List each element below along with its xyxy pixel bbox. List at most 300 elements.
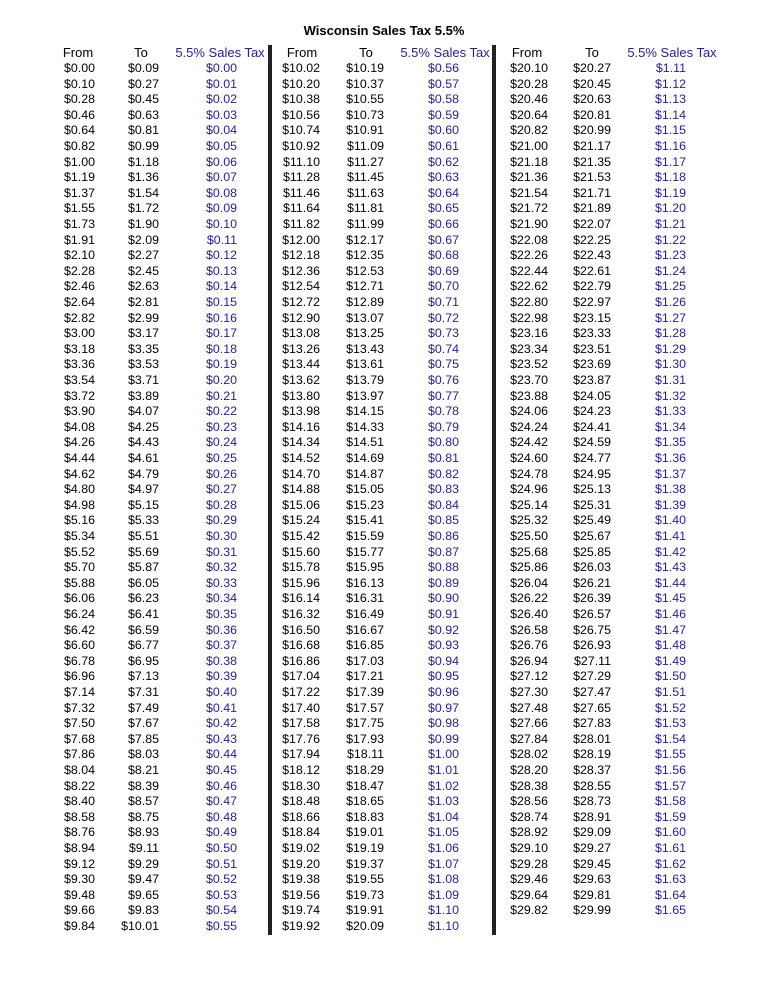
cell-from: $0.64 xyxy=(63,123,95,138)
cell-from: $17.04 xyxy=(282,669,320,684)
cell-to: $24.41 xyxy=(573,419,611,434)
cell-from: $19.38 xyxy=(282,872,320,887)
cell-from: $16.86 xyxy=(282,653,320,668)
cell-to: $12.17 xyxy=(346,232,384,247)
cell-tax: $0.47 xyxy=(205,794,237,809)
cell-to: $19.73 xyxy=(346,887,384,902)
cell-from: $16.32 xyxy=(282,607,320,621)
cell-tax: $0.67 xyxy=(427,232,459,247)
cell-from: $12.36 xyxy=(282,263,320,278)
cell-from: $13.98 xyxy=(282,404,320,419)
cell-from: $19.74 xyxy=(282,903,320,918)
cell-tax: $1.53 xyxy=(654,716,686,731)
cell-from: $14.34 xyxy=(282,435,320,450)
cell-from: $25.50 xyxy=(510,529,548,543)
cell-to: $20.99 xyxy=(573,123,611,138)
cell-from: $2.28 xyxy=(63,263,95,278)
cell-to: $11.99 xyxy=(347,217,384,231)
cell-from: $0.10 xyxy=(63,76,95,91)
cell-tax: $1.41 xyxy=(654,529,686,543)
cell-tax: $0.90 xyxy=(427,591,459,606)
cell-to: $24.95 xyxy=(573,466,611,481)
cell-to: $28.73 xyxy=(573,794,611,809)
cell-from: $20.64 xyxy=(510,107,548,122)
cell-tax: $1.40 xyxy=(654,513,686,528)
cell-from: $17.94 xyxy=(282,747,320,762)
cell-from: $7.50 xyxy=(63,716,95,731)
cell-to: $14.87 xyxy=(346,466,384,481)
cell-tax: $0.20 xyxy=(205,373,237,387)
cell-tax: $0.73 xyxy=(427,326,459,341)
cell-from: $2.10 xyxy=(63,248,95,263)
cell-tax: $1.63 xyxy=(654,872,686,887)
cell-to: $26.21 xyxy=(573,575,611,590)
cell-tax: $0.12 xyxy=(205,248,237,263)
cell-to: $5.15 xyxy=(127,497,159,512)
cell-to: $15.23 xyxy=(346,497,384,512)
cell-from: $22.08 xyxy=(510,232,548,247)
cell-tax: $1.32 xyxy=(654,388,686,403)
cell-from: $4.26 xyxy=(63,435,95,450)
cell-to: $20.63 xyxy=(573,92,611,107)
cell-tax: $1.49 xyxy=(654,653,686,668)
cell-to: $28.91 xyxy=(573,809,611,824)
cell-tax: $0.66 xyxy=(427,217,459,231)
cell-to: $6.95 xyxy=(127,653,159,668)
cell-from: $21.54 xyxy=(510,185,548,200)
cell-tax: $1.00 xyxy=(427,747,459,762)
cell-from: $19.02 xyxy=(282,841,320,855)
cell-tax: $0.40 xyxy=(205,685,237,699)
cell-from: $21.90 xyxy=(510,217,548,231)
cell-to: $17.75 xyxy=(346,716,384,731)
cell-tax: $0.46 xyxy=(205,778,237,793)
header-from: From xyxy=(286,45,318,60)
cell-to: $4.25 xyxy=(127,419,159,434)
cell-to: $25.13 xyxy=(573,482,611,497)
cell-to: $18.83 xyxy=(346,809,384,824)
cell-from: $6.96 xyxy=(63,669,95,684)
cell-from: $0.82 xyxy=(63,139,95,153)
cell-tax: $0.29 xyxy=(205,513,237,528)
cell-tax: $0.64 xyxy=(427,185,459,200)
cell-from: $0.00 xyxy=(63,61,95,75)
cell-tax: $1.62 xyxy=(654,856,686,871)
cell-to: $21.89 xyxy=(573,201,611,216)
cell-from: $7.86 xyxy=(63,747,95,762)
cell-to: $17.57 xyxy=(346,700,384,715)
cell-to: $29.09 xyxy=(573,825,611,840)
cell-to: $2.99 xyxy=(127,310,159,325)
cell-tax: $0.49 xyxy=(205,825,237,840)
cell-to: $12.89 xyxy=(346,295,384,309)
cell-to: $18.11 xyxy=(347,747,384,762)
cell-to: $5.51 xyxy=(127,529,159,543)
cell-to: $19.19 xyxy=(346,841,384,855)
cell-tax: $1.08 xyxy=(427,872,459,887)
cell-from: $8.94 xyxy=(63,841,95,855)
cell-to: $7.13 xyxy=(127,669,159,684)
cell-from: $5.88 xyxy=(63,575,95,590)
cell-tax: $1.26 xyxy=(654,295,686,309)
cell-from: $25.14 xyxy=(510,497,548,512)
cell-from: $8.04 xyxy=(63,763,95,777)
cell-tax: $0.70 xyxy=(427,279,459,294)
cell-to: $8.21 xyxy=(127,763,159,777)
cell-to: $17.21 xyxy=(346,669,384,684)
cell-from: $15.96 xyxy=(282,575,320,590)
cell-to: $5.33 xyxy=(127,513,159,528)
cell-from: $22.44 xyxy=(510,263,548,278)
cell-tax: $1.45 xyxy=(654,591,686,606)
cell-from: $1.55 xyxy=(63,201,95,216)
cell-tax: $1.47 xyxy=(654,622,686,637)
cell-tax: $0.07 xyxy=(205,170,237,185)
cell-from: $9.84 xyxy=(63,919,95,933)
cell-to: $27.83 xyxy=(573,716,611,731)
cell-from: $7.68 xyxy=(63,731,95,746)
cell-tax: $1.54 xyxy=(654,731,686,746)
cell-from: $29.82 xyxy=(510,903,548,918)
cell-tax: $1.04 xyxy=(427,809,459,824)
cell-tax: $0.30 xyxy=(205,529,237,543)
cell-to: $26.75 xyxy=(573,622,611,637)
cell-to: $8.57 xyxy=(127,794,159,809)
cell-to: $24.23 xyxy=(573,404,611,419)
cell-to: $10.37 xyxy=(346,76,384,91)
cell-tax: $0.03 xyxy=(205,107,237,122)
cell-from: $12.54 xyxy=(282,279,320,294)
cell-to: $26.39 xyxy=(573,591,611,606)
cell-from: $27.30 xyxy=(510,685,548,699)
cell-from: $17.22 xyxy=(282,685,320,699)
cell-tax: $0.00 xyxy=(205,61,237,75)
cell-from: $22.62 xyxy=(510,279,548,294)
cell-tax: $0.59 xyxy=(427,107,459,122)
cell-to: $0.45 xyxy=(127,92,159,107)
cell-to: $27.11 xyxy=(574,653,611,668)
cell-to: $1.72 xyxy=(127,201,159,216)
cell-to: $2.09 xyxy=(127,232,159,247)
cell-tax: $1.51 xyxy=(654,685,686,699)
cell-from: $18.30 xyxy=(282,778,320,793)
cell-to: $22.61 xyxy=(573,263,611,278)
cell-from: $27.48 xyxy=(510,700,548,715)
cell-tax: $0.44 xyxy=(205,747,237,762)
cell-to: $24.59 xyxy=(573,435,611,450)
cell-to: $13.43 xyxy=(346,341,384,356)
cell-tax: $0.76 xyxy=(427,373,459,387)
cell-from: $17.58 xyxy=(282,716,320,731)
cell-to: $3.35 xyxy=(127,341,159,356)
cell-from: $25.86 xyxy=(510,560,548,575)
cell-to: $11.09 xyxy=(347,139,384,153)
cell-to: $10.91 xyxy=(346,123,384,138)
cell-from: $13.08 xyxy=(282,326,320,341)
cell-from: $10.02 xyxy=(282,61,320,75)
cell-from: $4.80 xyxy=(63,482,95,497)
cell-tax: $1.10 xyxy=(427,903,459,918)
cell-tax: $1.56 xyxy=(654,763,686,777)
cell-tax: $0.17 xyxy=(205,326,237,341)
cell-from: $20.46 xyxy=(510,92,548,107)
cell-from: $2.82 xyxy=(63,310,95,325)
cell-from: $23.16 xyxy=(510,326,548,341)
cell-tax: $1.33 xyxy=(654,404,686,419)
cell-from: $7.14 xyxy=(63,685,95,699)
cell-from: $5.70 xyxy=(63,560,95,575)
cell-tax: $1.57 xyxy=(654,778,686,793)
cell-from: $6.60 xyxy=(63,638,95,653)
cell-to: $29.27 xyxy=(573,841,611,855)
cell-to: $15.77 xyxy=(346,544,384,559)
cell-tax: $1.50 xyxy=(654,669,686,684)
cell-tax: $0.53 xyxy=(205,887,237,902)
cell-to: $18.65 xyxy=(346,794,384,809)
cell-to: $23.69 xyxy=(573,357,611,372)
cell-to: $4.97 xyxy=(127,482,159,497)
cell-from: $16.50 xyxy=(282,622,320,637)
cell-to: $20.27 xyxy=(573,61,611,75)
cell-tax: $0.23 xyxy=(205,419,237,434)
cell-from: $12.72 xyxy=(282,295,320,309)
cell-tax: $0.11 xyxy=(206,232,237,247)
cell-tax: $1.46 xyxy=(654,607,686,621)
cell-from: $10.56 xyxy=(282,107,320,122)
cell-tax: $0.10 xyxy=(205,217,237,231)
cell-tax: $0.35 xyxy=(205,607,237,621)
cell-to: $23.33 xyxy=(573,326,611,341)
cell-from: $10.74 xyxy=(282,123,320,138)
cell-to: $12.35 xyxy=(346,248,384,263)
cell-to: $21.17 xyxy=(573,139,611,153)
cell-from: $19.92 xyxy=(282,919,320,933)
cell-from: $23.88 xyxy=(510,388,548,403)
cell-to: $2.81 xyxy=(127,295,159,309)
cell-from: $20.28 xyxy=(510,76,548,91)
cell-tax: $0.02 xyxy=(205,92,237,107)
cell-from: $6.06 xyxy=(63,591,95,606)
cell-tax: $1.43 xyxy=(654,560,686,575)
cell-to: $0.09 xyxy=(127,61,159,75)
cell-tax: $0.72 xyxy=(427,310,459,325)
cell-tax: $0.33 xyxy=(205,575,237,590)
cell-to: $23.51 xyxy=(573,341,611,356)
cell-from: $11.64 xyxy=(283,201,320,216)
cell-tax: $1.11 xyxy=(655,61,686,75)
cell-tax: $0.95 xyxy=(427,669,459,684)
cell-tax: $1.14 xyxy=(654,107,686,122)
cell-tax: $1.58 xyxy=(654,794,686,809)
cell-from: $27.66 xyxy=(510,716,548,731)
cell-to: $17.03 xyxy=(346,653,384,668)
cell-to: $14.33 xyxy=(346,419,384,434)
cell-from: $17.76 xyxy=(282,731,320,746)
cell-tax: $1.59 xyxy=(654,809,686,824)
cell-from: $9.30 xyxy=(63,872,95,887)
cell-to: $24.77 xyxy=(573,451,611,465)
cell-tax: $0.14 xyxy=(205,279,237,294)
cell-tax: $1.05 xyxy=(427,825,459,840)
cell-to: $12.53 xyxy=(346,263,384,278)
cell-to: $19.91 xyxy=(346,903,384,918)
page-title: Wisconsin Sales Tax 5.5% xyxy=(303,23,465,38)
cell-from: $25.32 xyxy=(510,513,548,528)
cell-from: $18.66 xyxy=(282,809,320,824)
cell-from: $19.56 xyxy=(282,887,320,902)
cell-tax: $0.52 xyxy=(205,872,237,887)
cell-tax: $0.54 xyxy=(205,903,237,918)
cell-from: $24.78 xyxy=(510,466,548,481)
cell-from: $26.58 xyxy=(510,622,548,637)
header-from: From xyxy=(62,45,94,60)
cell-from: $15.42 xyxy=(282,529,320,543)
cell-from: $21.36 xyxy=(510,170,548,185)
cell-to: $8.93 xyxy=(127,825,159,840)
cell-tax: $1.06 xyxy=(427,841,459,855)
cell-to: $11.81 xyxy=(347,201,384,216)
cell-from: $22.26 xyxy=(510,248,548,263)
cell-to: $18.47 xyxy=(346,778,384,793)
cell-to: $16.49 xyxy=(346,607,384,621)
cell-from: $11.28 xyxy=(283,170,320,185)
cell-to: $17.39 xyxy=(346,685,384,699)
cell-to: $13.97 xyxy=(346,388,384,403)
cell-from: $11.10 xyxy=(283,154,320,169)
cell-to: $25.85 xyxy=(573,544,611,559)
cell-tax: $0.61 xyxy=(427,139,459,153)
cell-to: $10.19 xyxy=(346,61,384,75)
cell-tax: $0.75 xyxy=(427,357,459,372)
cell-tax: $0.97 xyxy=(427,700,459,715)
cell-tax: $1.27 xyxy=(654,310,686,325)
cell-to: $16.85 xyxy=(346,638,384,653)
cell-tax: $0.65 xyxy=(427,201,459,216)
cell-tax: $0.36 xyxy=(205,622,237,637)
cell-from: $23.70 xyxy=(510,373,548,387)
header-to: To xyxy=(134,45,148,60)
cell-to: $22.07 xyxy=(573,217,611,231)
cell-to: $9.83 xyxy=(127,903,159,918)
cell-to: $9.65 xyxy=(127,887,159,902)
cell-tax: $1.39 xyxy=(654,497,686,512)
cell-to: $4.79 xyxy=(127,466,159,481)
cell-tax: $0.01 xyxy=(205,76,237,91)
cell-tax: $0.62 xyxy=(427,154,459,169)
cell-to: $15.41 xyxy=(346,513,384,528)
cell-to: $27.65 xyxy=(573,700,611,715)
cell-tax: $0.99 xyxy=(427,731,459,746)
cell-from: $7.32 xyxy=(63,700,95,715)
cell-tax: $1.15 xyxy=(654,123,686,138)
cell-tax: $1.36 xyxy=(654,451,686,465)
cell-tax: $0.22 xyxy=(205,404,237,419)
cell-to: $4.07 xyxy=(127,404,159,419)
cell-tax: $0.51 xyxy=(205,856,237,871)
cell-from: $6.24 xyxy=(63,607,95,621)
cell-from: $26.04 xyxy=(510,575,548,590)
cell-from: $3.18 xyxy=(63,341,95,356)
cell-tax: $1.35 xyxy=(654,435,686,450)
cell-to: $14.69 xyxy=(346,451,384,465)
cell-from: $20.82 xyxy=(510,123,548,138)
cell-from: $9.12 xyxy=(63,856,95,871)
cell-tax: $0.43 xyxy=(205,731,237,746)
cell-from: $29.64 xyxy=(510,887,548,902)
cell-tax: $0.86 xyxy=(427,529,459,543)
cell-to: $20.45 xyxy=(573,76,611,91)
cell-tax: $1.30 xyxy=(654,357,686,372)
cell-tax: $1.20 xyxy=(654,201,686,216)
cell-to: $20.09 xyxy=(346,919,384,933)
cell-to: $4.43 xyxy=(127,435,159,450)
cell-to: $3.89 xyxy=(127,388,159,403)
cell-to: $8.39 xyxy=(127,778,159,793)
cell-tax: $1.01 xyxy=(427,763,459,777)
cell-from: $23.52 xyxy=(510,357,548,372)
cell-to: $3.71 xyxy=(127,373,159,387)
cell-to: $5.69 xyxy=(127,544,159,559)
cell-tax: $0.31 xyxy=(205,544,237,559)
cell-tax: $0.25 xyxy=(205,451,237,465)
cell-to: $11.27 xyxy=(347,154,384,169)
cell-from: $4.98 xyxy=(63,497,95,512)
cell-to: $18.29 xyxy=(346,763,384,777)
cell-tax: $1.17 xyxy=(654,154,686,169)
cell-from: $3.90 xyxy=(63,404,95,419)
cell-from: $17.40 xyxy=(282,700,320,715)
cell-to: $11.63 xyxy=(347,185,384,200)
cell-tax: $0.21 xyxy=(205,388,237,403)
cell-to: $10.73 xyxy=(346,107,384,122)
cell-tax: $0.18 xyxy=(205,341,237,356)
cell-from: $14.16 xyxy=(282,419,320,434)
cell-tax: $0.34 xyxy=(205,591,237,606)
cell-from: $3.72 xyxy=(63,388,95,403)
cell-to: $3.53 xyxy=(127,357,159,372)
cell-tax: $0.74 xyxy=(427,341,459,356)
cell-from: $3.36 xyxy=(63,357,95,372)
cell-to: $28.55 xyxy=(573,778,611,793)
cell-tax: $0.89 xyxy=(427,575,459,590)
cell-to: $24.05 xyxy=(573,388,611,403)
cell-from: $24.42 xyxy=(510,435,548,450)
cell-to: $2.63 xyxy=(127,279,159,294)
cell-tax: $0.50 xyxy=(205,841,237,855)
cell-from: $11.82 xyxy=(283,217,320,231)
cell-to: $1.36 xyxy=(127,170,159,185)
cell-to: $28.19 xyxy=(573,747,611,762)
cell-from: $8.40 xyxy=(63,794,95,809)
cell-to: $29.99 xyxy=(573,903,611,918)
cell-to: $7.67 xyxy=(127,716,159,731)
cell-to: $23.15 xyxy=(573,310,611,325)
cell-to: $19.55 xyxy=(346,872,384,887)
cell-from: $15.24 xyxy=(282,513,320,528)
cell-to: $27.29 xyxy=(573,669,611,684)
cell-tax: $1.25 xyxy=(654,279,686,294)
cell-to: $16.13 xyxy=(346,575,384,590)
cell-tax: $0.63 xyxy=(427,170,459,185)
cell-from: $18.48 xyxy=(282,794,320,809)
cell-tax: $0.15 xyxy=(205,295,237,309)
cell-to: $7.49 xyxy=(127,700,159,715)
header-from: From xyxy=(511,45,543,60)
cell-from: $22.98 xyxy=(510,310,548,325)
cell-to: $13.79 xyxy=(346,373,384,387)
cell-tax: $0.57 xyxy=(427,76,459,91)
cell-to: $29.63 xyxy=(573,872,611,887)
